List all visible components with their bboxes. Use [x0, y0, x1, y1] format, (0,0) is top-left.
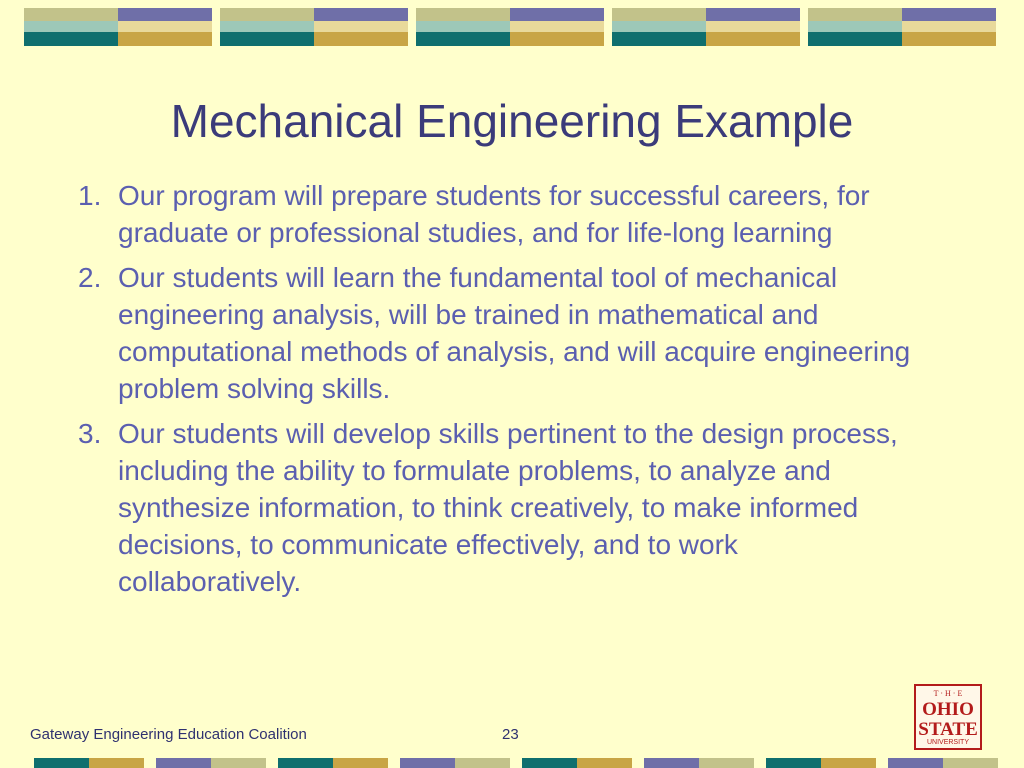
footer-block — [888, 758, 998, 768]
footer-block — [278, 758, 388, 768]
list-text: Our students will learn the fundamental tool of mechanical engineering analysis, will be trained in mathematical and computational methods of analysis, and will acquire engineering problem solving skills. — [118, 262, 911, 404]
bottom-decorative-band — [34, 758, 1024, 768]
footer-block — [34, 758, 144, 768]
list-number: 2. — [78, 262, 102, 293]
list-text: Our program will prepare students for successful careers, for graduate or professional studies, and for life-long learning — [118, 180, 870, 248]
ohio-state-logo — [914, 684, 982, 750]
svg-text:OHIO: OHIO — [922, 699, 974, 720]
footer-block — [400, 758, 510, 768]
header-block — [416, 8, 604, 46]
numbered-list — [78, 177, 928, 608]
svg-text:T · H · E: T · H · E — [933, 689, 963, 698]
list-text: Our students will develop skills pertinent to the design process, including the ability to formulate problems, to analyze and synthesize information, to think creatively, to make informed decisions, to communicate effectively, and to work collaboratively. — [118, 418, 898, 597]
footer-organization: Gateway Engineering Education Coalition — [30, 726, 307, 743]
svg-text:UNIVERSITY: UNIVERSITY — [926, 739, 970, 746]
list-number: 1. — [78, 180, 102, 211]
footer-block — [522, 758, 632, 768]
header-block — [612, 8, 800, 46]
page-number: 23 — [502, 726, 519, 743]
footer-block — [644, 758, 754, 768]
slide-title: Mechanical Engineering Example — [170, 95, 854, 147]
header-block — [220, 8, 408, 46]
header-block — [24, 8, 212, 46]
svg-text:STATE: STATE — [918, 719, 978, 740]
list-item — [78, 259, 928, 407]
list-item — [78, 177, 928, 251]
footer-block — [766, 758, 876, 768]
list-number: 3. — [78, 418, 102, 449]
list-item — [78, 415, 928, 600]
header-block — [808, 8, 996, 46]
top-decorative-band — [24, 8, 1000, 46]
footer-block — [156, 758, 266, 768]
